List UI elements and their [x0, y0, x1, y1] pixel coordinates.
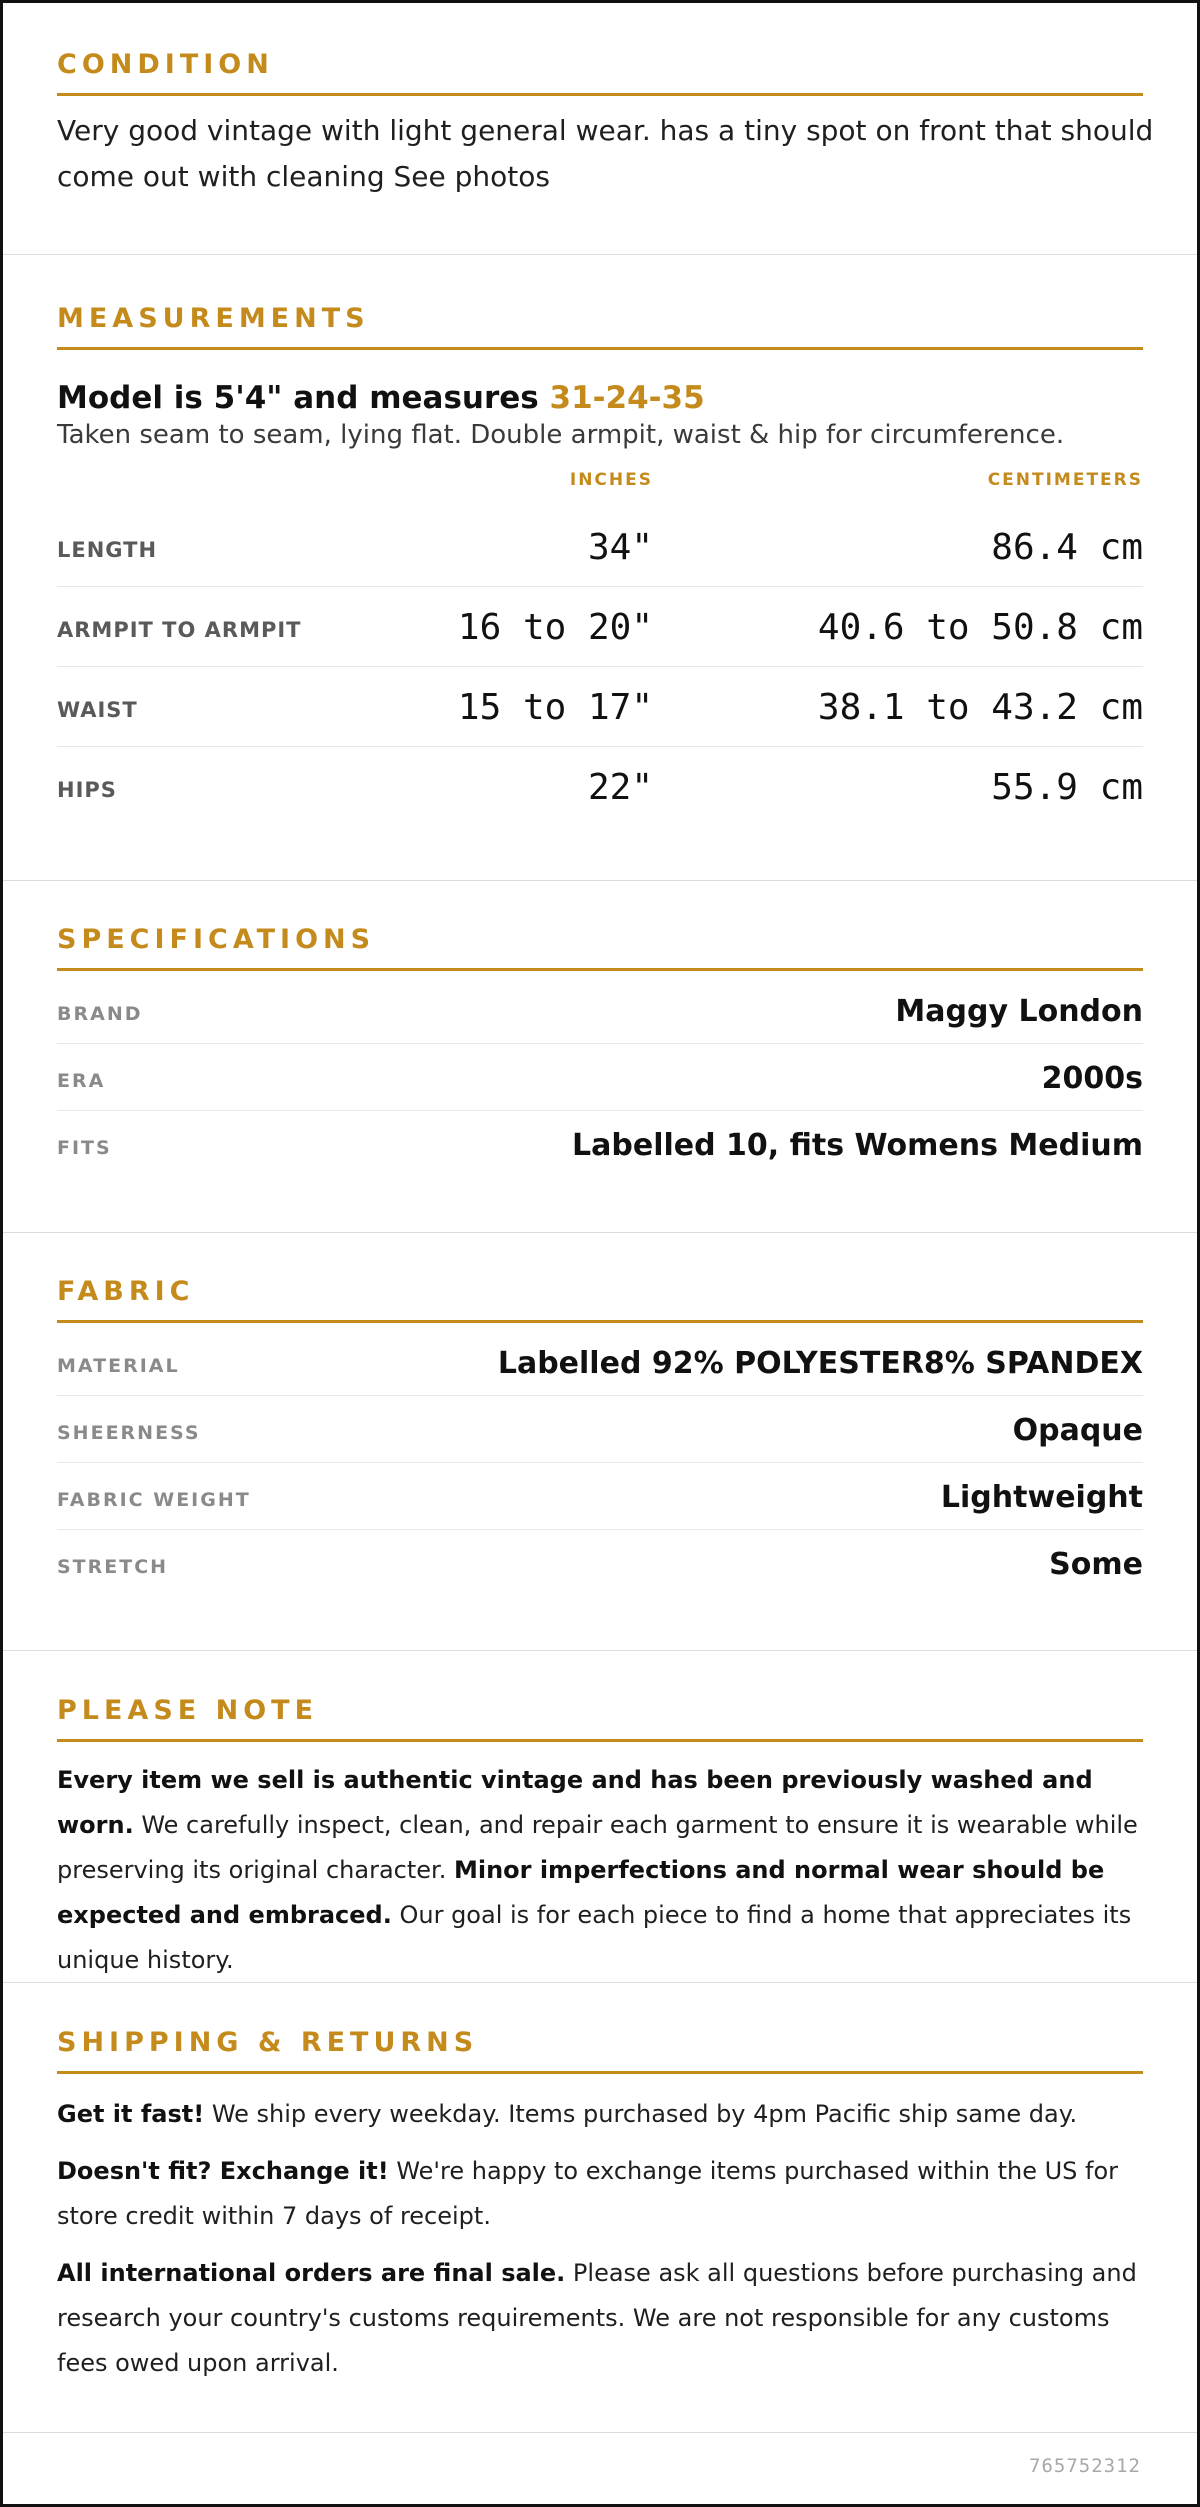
please-note-section: [3, 1651, 1197, 1983]
spec-label: ERA: [57, 1070, 106, 1092]
column-header-inches: INCHES: [569, 470, 653, 490]
condition-rule: [57, 93, 1143, 96]
fabric-value: Some: [1049, 1547, 1143, 1582]
shipping-text-3: Please ask all questions before purchasing and research your country's customs requirements. We are not responsible for any customs fees owed upon arrival.: [57, 2259, 1137, 2377]
fabric-title: FABRIC: [57, 1276, 195, 1307]
shipping-text-1: We ship every weekday. Items purchased by 4pm Pacific ship same day.: [204, 2100, 1078, 2128]
measurements-title: MEASUREMENTS: [57, 303, 370, 334]
please-note-bold-1: Every item we sell is authentic vintage and has been previously washed and worn.: [57, 1766, 1093, 1839]
measurement-inches: 22": [587, 767, 653, 808]
shipping-section: [3, 1983, 1197, 2433]
measurement-row: [57, 747, 1143, 826]
fabric-value: Opaque: [1012, 1413, 1143, 1448]
shipping-bold-3: All international orders are final sale.: [57, 2259, 566, 2287]
please-note-text-2: Our goal is for each piece to find a home that appreciates its unique history.: [57, 1901, 1132, 1974]
condition-text: Very good vintage with light general wear. has a tiny spot on front that should come out with cleaning See photos: [57, 114, 1154, 193]
condition-section: [3, 3, 1197, 255]
shipping-paragraph-2: [57, 2149, 1143, 2239]
measurements-rule: [57, 347, 1143, 350]
fabric-list: [57, 1329, 1143, 1596]
spec-label: BRAND: [57, 1003, 143, 1025]
spec-row-brand: [57, 977, 1143, 1044]
specifications-rule: [57, 968, 1143, 971]
model-measures-heading: [57, 380, 1143, 416]
measurements-table: [57, 470, 1143, 808]
shipping-title: SHIPPING & RETURNS: [57, 2027, 479, 2058]
fabric-label: MATERIAL: [57, 1355, 180, 1377]
column-headers: [57, 470, 1143, 507]
fabric-row-sheerness: [57, 1396, 1143, 1463]
measurement-cm: 40.6 to 50.8 cm: [817, 607, 1143, 648]
shipping-rule: [57, 2071, 1143, 2074]
measurements-subtitle: Taken seam to seam, lying flat. Double armpit, waist & hip for circumference.: [57, 420, 1065, 450]
measurement-label: WAIST: [57, 698, 138, 722]
measurements-section: [3, 255, 1197, 881]
spec-value: Maggy London: [895, 994, 1143, 1029]
measurement-cm: 86.4 cm: [991, 527, 1143, 568]
please-note-rule: [57, 1739, 1143, 1742]
spec-row-fits: [57, 1111, 1143, 1177]
please-note-bold-2: Minor imperfections and normal wear should be expected and embraced.: [57, 1856, 1105, 1929]
fabric-section: [3, 1233, 1197, 1651]
measurement-label: ARMPIT TO ARMPIT: [57, 618, 302, 642]
footer: [3, 2433, 1197, 2503]
spec-label: FITS: [57, 1137, 112, 1159]
specifications-title: SPECIFICATIONS: [57, 924, 376, 955]
please-note-text: [57, 1758, 1143, 1983]
fabric-value: Labelled 92% POLYESTER8% SPANDEX: [497, 1346, 1143, 1381]
shipping-bold-2: Doesn't fit? Exchange it!: [57, 2157, 389, 2185]
shipping-text-2: We're happy to exchange items purchased within the US for store credit within 7 days of receipt.: [57, 2157, 1119, 2230]
model-measures-prefix: Model is 5'4" and measures: [57, 380, 550, 416]
fabric-row-material: [57, 1329, 1143, 1396]
specifications-list: [57, 977, 1143, 1177]
please-note-text-1: We carefully inspect, clean, and repair each garment to ensure it is wearable while preserving its original character.: [57, 1811, 1138, 1884]
model-measures-value: 31-24-35: [549, 380, 705, 416]
column-header-centimeters: CENTIMETERS: [987, 470, 1143, 490]
measurement-inches: 16 to 20": [457, 607, 653, 648]
measurement-label: HIPS: [57, 778, 117, 802]
fabric-value: Lightweight: [940, 1480, 1143, 1515]
measurement-inches: 34": [587, 527, 653, 568]
measurement-row: [57, 507, 1143, 587]
fabric-row-stretch: [57, 1530, 1143, 1596]
measurement-row: [57, 587, 1143, 667]
shipping-bold-1: Get it fast!: [57, 2100, 205, 2128]
fabric-label: SHEERNESS: [57, 1422, 201, 1444]
shipping-paragraph-3: [57, 2251, 1143, 2386]
specifications-section: [3, 881, 1197, 1233]
measurement-label: LENGTH: [57, 538, 158, 562]
product-id: 765752312: [1029, 2455, 1141, 2477]
fabric-rule: [57, 1320, 1143, 1323]
spec-value: Labelled 10, fits Womens Medium: [572, 1128, 1143, 1163]
spec-value: 2000s: [1041, 1061, 1143, 1096]
condition-title: CONDITION: [57, 49, 274, 80]
measurement-cm: 38.1 to 43.2 cm: [817, 687, 1143, 728]
fabric-label: FABRIC WEIGHT: [57, 1489, 251, 1511]
fabric-label: STRETCH: [57, 1556, 169, 1578]
please-note-title: PLEASE NOTE: [57, 1695, 319, 1726]
measurement-row: [57, 667, 1143, 747]
shipping-paragraph-1: [57, 2092, 1143, 2137]
measurement-inches: 15 to 17": [457, 687, 653, 728]
fabric-row-weight: [57, 1463, 1143, 1530]
spec-row-era: [57, 1044, 1143, 1111]
measurement-cm: 55.9 cm: [991, 767, 1143, 808]
